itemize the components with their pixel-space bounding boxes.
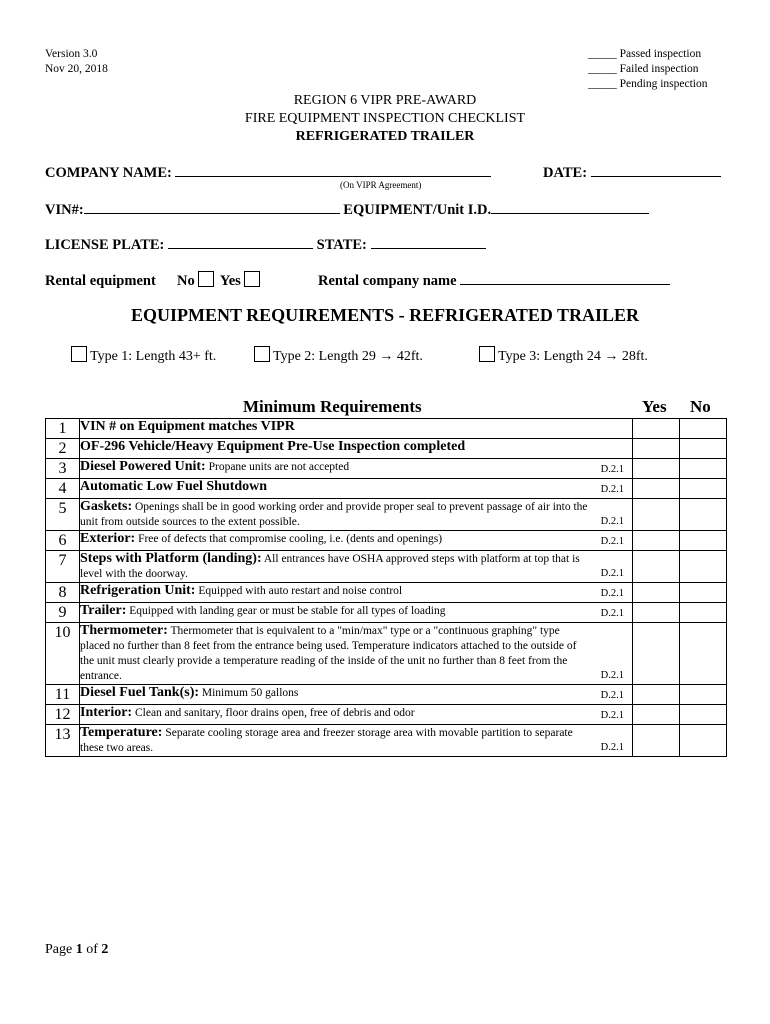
rental-no-label: No bbox=[177, 273, 195, 289]
requirement-yes-cell[interactable] bbox=[633, 623, 680, 685]
requirement-row bbox=[46, 551, 727, 583]
title-region: REGION 6 VIPR PRE-AWARD bbox=[293, 93, 477, 108]
status-pending[interactable]: _____ Pending inspection bbox=[588, 78, 708, 90]
requirement-yes-cell[interactable] bbox=[633, 725, 680, 757]
requirement-yes-cell[interactable] bbox=[633, 531, 680, 551]
requirement-description bbox=[80, 419, 633, 439]
version-block bbox=[45, 47, 108, 77]
requirement-number: 10 bbox=[46, 623, 80, 685]
requirement-yes-cell[interactable] bbox=[633, 439, 680, 459]
requirement-no-cell[interactable] bbox=[680, 419, 727, 439]
rental-company-label: Rental company name bbox=[318, 273, 457, 289]
vin-label: VIN#: bbox=[45, 202, 84, 218]
status-failed[interactable]: _____ Failed inspection bbox=[588, 63, 699, 75]
requirement-description bbox=[80, 725, 633, 757]
requirement-text-block bbox=[80, 459, 632, 475]
type-1-checkbox[interactable] bbox=[71, 346, 87, 362]
requirement-no-cell[interactable] bbox=[680, 551, 727, 583]
state-label: STATE: bbox=[316, 237, 367, 253]
requirement-text-block bbox=[80, 623, 632, 684]
requirement-detail: Equipped with landing gear or must be stable for all types of loading bbox=[129, 605, 446, 617]
requirement-no-cell[interactable] bbox=[680, 459, 727, 479]
equipment-field[interactable] bbox=[491, 200, 649, 214]
type-2-label: Type 2: Length 29 → 42ft. bbox=[273, 349, 423, 364]
requirement-text-block bbox=[80, 419, 632, 435]
requirement-yes-cell[interactable] bbox=[633, 583, 680, 603]
requirement-title: Diesel Fuel Tank(s): bbox=[80, 685, 200, 700]
requirement-detail: Openings shall be in good working order and provide proper seal to prevent passage of air into the unit from outside sources to the extent possible. bbox=[80, 501, 588, 528]
requirements-title: Minimum Requirements bbox=[243, 397, 422, 416]
license-label: LICENSE PLATE: bbox=[45, 237, 165, 253]
requirement-no-cell[interactable] bbox=[680, 499, 727, 531]
title-trailer: REFRIGERATED TRAILER bbox=[295, 129, 475, 144]
requirement-row bbox=[46, 531, 727, 551]
section-heading: EQUIPMENT REQUIREMENTS - REFRIGERATED TRAILER bbox=[130, 305, 640, 325]
requirement-title: Refrigeration Unit: bbox=[80, 583, 196, 598]
requirement-row bbox=[46, 685, 727, 705]
requirement-description bbox=[80, 479, 633, 499]
requirement-description bbox=[80, 499, 633, 531]
requirement-detail: All entrances have OSHA approved steps with platform at top that is level with the doorway. bbox=[80, 553, 580, 580]
requirement-yes-cell[interactable] bbox=[633, 705, 680, 725]
company-name-field[interactable] bbox=[175, 163, 491, 177]
requirement-text-block bbox=[80, 551, 632, 582]
version-text: Version 3.0 bbox=[45, 48, 98, 60]
rental-row bbox=[45, 271, 263, 290]
requirement-detail: Free of defects that compromise cooling, i.e. (dents and openings) bbox=[138, 533, 443, 545]
type-1-label: Type 1: Length 43+ ft. bbox=[90, 349, 217, 364]
requirement-title: Steps with Platform (landing): bbox=[80, 551, 262, 566]
requirement-reference: D.2.1 bbox=[600, 536, 624, 547]
rental-yes-checkbox[interactable] bbox=[244, 271, 260, 287]
status-passed[interactable]: _____ Passed inspection bbox=[588, 48, 702, 60]
requirement-reference: D.2.1 bbox=[600, 568, 624, 579]
requirement-yes-cell[interactable] bbox=[633, 499, 680, 531]
requirement-title: Diesel Powered Unit: bbox=[80, 459, 206, 474]
requirement-reference: D.2.1 bbox=[600, 516, 624, 527]
rental-no-checkbox[interactable] bbox=[198, 271, 214, 287]
vin-field[interactable] bbox=[84, 200, 340, 214]
requirement-yes-cell[interactable] bbox=[633, 459, 680, 479]
requirement-detail: Propane units are not accepted bbox=[208, 461, 350, 473]
license-field[interactable] bbox=[168, 235, 313, 249]
requirement-row bbox=[46, 623, 727, 685]
requirement-text-block bbox=[80, 705, 632, 721]
requirement-text-block bbox=[80, 479, 632, 495]
requirement-row bbox=[46, 705, 727, 725]
requirement-no-cell[interactable] bbox=[680, 583, 727, 603]
requirement-yes-cell[interactable] bbox=[633, 419, 680, 439]
requirement-no-cell[interactable] bbox=[680, 439, 727, 459]
rental-yes-label: Yes bbox=[219, 273, 241, 289]
requirement-yes-cell[interactable] bbox=[633, 603, 680, 623]
rental-company-field[interactable] bbox=[460, 271, 670, 285]
requirement-reference: D.2.1 bbox=[600, 608, 624, 619]
of-word: of bbox=[86, 942, 98, 957]
requirement-row bbox=[46, 419, 727, 439]
requirement-number: 13 bbox=[46, 725, 80, 757]
rental-company-row bbox=[318, 271, 670, 290]
requirement-text-block bbox=[80, 531, 632, 547]
requirement-detail: Thermometer that is equivalent to a "min/max" type or a "continuous graphing" type placed no further than 8 feet from the entrance being used. Temperature indicators attached to the outside of the unit must clearly provide a temperature reading of the inside of the unit no further than 8 feet from the entrance. bbox=[80, 625, 577, 682]
requirement-number: 2 bbox=[46, 439, 80, 459]
requirement-number: 6 bbox=[46, 531, 80, 551]
company-name-note: (On VIPR Agreement) bbox=[340, 180, 422, 190]
requirement-row bbox=[46, 499, 727, 531]
requirement-row bbox=[46, 479, 727, 499]
requirement-row bbox=[46, 583, 727, 603]
company-name-row bbox=[45, 163, 491, 182]
requirements-table bbox=[45, 418, 727, 757]
requirement-row bbox=[46, 439, 727, 459]
page-total: 2 bbox=[101, 942, 109, 957]
title-checklist: FIRE EQUIPMENT INSPECTION CHECKLIST bbox=[244, 111, 526, 126]
inspection-status-block bbox=[588, 47, 707, 92]
type-3-label: Type 3: Length 24 → 28ft. bbox=[498, 349, 648, 364]
requirement-description bbox=[80, 459, 633, 479]
requirement-reference: D.2.1 bbox=[600, 670, 624, 681]
document-titles bbox=[0, 92, 770, 146]
company-name-label: COMPANY NAME: bbox=[45, 165, 172, 181]
requirement-text-block bbox=[80, 685, 632, 701]
license-row bbox=[45, 235, 486, 254]
no-column-header: No bbox=[690, 397, 711, 416]
requirement-text-block bbox=[80, 583, 632, 599]
yes-column-header: Yes bbox=[642, 397, 667, 416]
requirement-number: 8 bbox=[46, 583, 80, 603]
requirement-number: 5 bbox=[46, 499, 80, 531]
requirement-description bbox=[80, 623, 633, 685]
requirement-detail: Minimum 50 gallons bbox=[201, 687, 299, 699]
page-footer bbox=[45, 942, 108, 958]
rental-label: Rental equipment bbox=[45, 273, 156, 289]
requirement-number: 12 bbox=[46, 705, 80, 725]
requirement-description bbox=[80, 603, 633, 623]
requirement-description bbox=[80, 705, 633, 725]
equipment-label: EQUIPMENT/Unit I.D. bbox=[343, 202, 492, 218]
requirement-description bbox=[80, 685, 633, 705]
requirement-no-cell[interactable] bbox=[680, 479, 727, 499]
requirement-description bbox=[80, 583, 633, 603]
requirement-reference: D.2.1 bbox=[600, 588, 624, 599]
date-label: DATE: bbox=[543, 165, 588, 181]
requirement-title: Exterior: bbox=[80, 531, 136, 546]
requirement-detail: Separate cooling storage area and freezer storage area with movable partition to separate these two areas. bbox=[80, 727, 573, 754]
requirement-reference: D.2.1 bbox=[600, 484, 624, 495]
requirement-number: 9 bbox=[46, 603, 80, 623]
type-2-checkbox[interactable] bbox=[254, 346, 270, 362]
requirement-yes-cell[interactable] bbox=[633, 685, 680, 705]
type-3-option[interactable] bbox=[476, 346, 648, 365]
type-2-option[interactable] bbox=[251, 346, 423, 365]
requirement-reference: D.2.1 bbox=[600, 742, 624, 753]
page-word: Page bbox=[45, 942, 73, 957]
requirement-yes-cell[interactable] bbox=[633, 479, 680, 499]
requirement-text-block bbox=[80, 603, 632, 619]
requirement-title: Automatic Low Fuel Shutdown bbox=[80, 479, 268, 494]
requirement-title: Trailer: bbox=[80, 603, 127, 618]
requirement-no-cell[interactable] bbox=[680, 531, 727, 551]
version-date: Nov 20, 2018 bbox=[45, 63, 108, 75]
requirement-number: 3 bbox=[46, 459, 80, 479]
requirement-reference: D.2.1 bbox=[600, 690, 624, 701]
requirement-description bbox=[80, 439, 633, 459]
requirement-reference: D.2.1 bbox=[600, 464, 624, 475]
requirement-row bbox=[46, 725, 727, 757]
requirement-title: OF-296 Vehicle/Heavy Equipment Pre-Use Inspection completed bbox=[80, 439, 466, 454]
requirement-no-cell[interactable] bbox=[680, 685, 727, 705]
vin-row bbox=[45, 200, 649, 219]
requirement-row bbox=[46, 603, 727, 623]
requirement-row bbox=[46, 459, 727, 479]
requirement-title: VIN # on Equipment matches VIPR bbox=[80, 419, 295, 434]
requirement-yes-cell[interactable] bbox=[633, 551, 680, 583]
requirement-detail: Clean and sanitary, floor drains open, free of debris and odor bbox=[134, 707, 415, 719]
requirement-no-cell[interactable] bbox=[680, 705, 727, 725]
requirement-text-block bbox=[80, 499, 632, 530]
requirement-number: 4 bbox=[46, 479, 80, 499]
requirement-no-cell[interactable] bbox=[680, 725, 727, 757]
state-field[interactable] bbox=[371, 235, 486, 249]
requirement-title: Interior: bbox=[80, 705, 133, 720]
requirement-title: Thermometer: bbox=[80, 623, 168, 638]
type-1-option[interactable] bbox=[68, 346, 216, 365]
requirement-no-cell[interactable] bbox=[680, 623, 727, 685]
requirement-description bbox=[80, 551, 633, 583]
requirement-number: 1 bbox=[46, 419, 80, 439]
page-number: 1 bbox=[75, 942, 83, 957]
requirement-number: 7 bbox=[46, 551, 80, 583]
date-row bbox=[543, 163, 721, 182]
requirement-detail: Equipped with auto restart and noise control bbox=[198, 585, 403, 597]
date-field[interactable] bbox=[591, 163, 721, 177]
requirement-text-block bbox=[80, 725, 632, 756]
requirement-title: Temperature: bbox=[80, 725, 163, 740]
requirement-text-block bbox=[80, 439, 632, 455]
type-3-checkbox[interactable] bbox=[479, 346, 495, 362]
requirement-reference: D.2.1 bbox=[600, 710, 624, 721]
requirement-no-cell[interactable] bbox=[680, 603, 727, 623]
requirement-description bbox=[80, 531, 633, 551]
requirement-number: 11 bbox=[46, 685, 80, 705]
requirement-title: Gaskets: bbox=[80, 499, 133, 514]
